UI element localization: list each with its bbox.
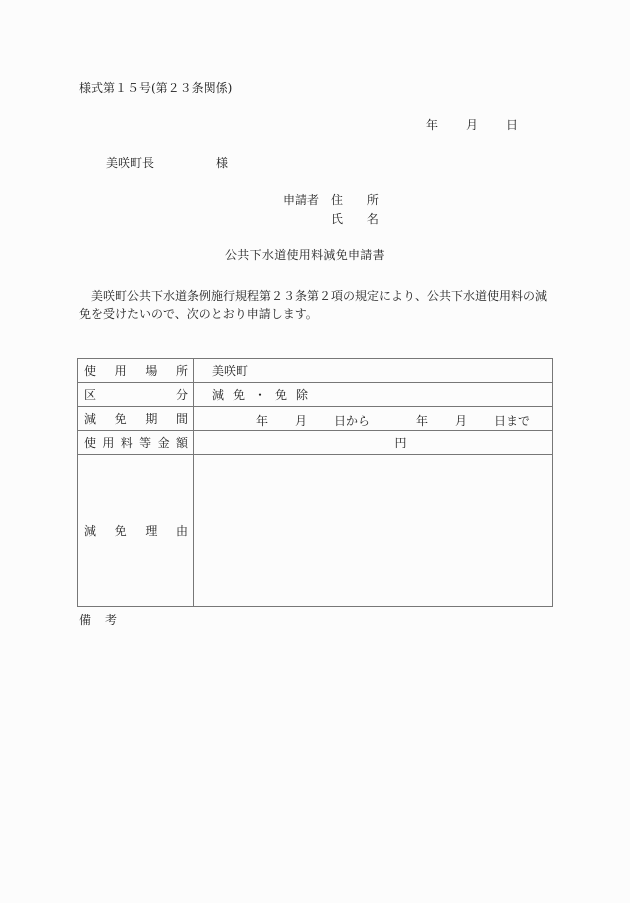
label-char: 用 xyxy=(102,436,115,450)
address-label: 住 所 xyxy=(331,193,389,207)
table-row-reason xyxy=(78,455,553,607)
addressee xyxy=(106,156,228,170)
applicant-block xyxy=(283,193,389,231)
currency-unit: 円 xyxy=(394,436,407,450)
label-char: 使 xyxy=(84,364,97,378)
label-char: 料 xyxy=(120,436,133,450)
period-to-day: 日まで xyxy=(494,413,531,428)
period-from-day: 日から xyxy=(334,413,371,428)
label-char: 由 xyxy=(175,524,188,538)
category-options: 減免・免除 xyxy=(212,388,318,402)
label-char: 場 xyxy=(145,364,158,378)
period-field[interactable] xyxy=(194,407,553,431)
period-to-year: 年 xyxy=(416,413,429,428)
document-title: 公共下水道使用料減免申請書 xyxy=(225,248,385,262)
table-row-period xyxy=(78,407,553,431)
label-reason xyxy=(78,455,194,607)
addressee-name: 美咲町長 xyxy=(106,156,155,170)
location-value: 美咲町 xyxy=(212,364,249,378)
label-char: 免 xyxy=(114,524,127,538)
period-from-month: 月 xyxy=(295,413,308,428)
date-month-label: 月 xyxy=(466,118,479,132)
period-from-year: 年 xyxy=(256,413,269,428)
label-amount xyxy=(78,431,194,455)
reason-field[interactable] xyxy=(194,455,553,607)
label-char: 理 xyxy=(145,524,158,538)
label-char: 所 xyxy=(175,364,188,378)
label-char: 区 xyxy=(84,388,97,402)
amount-field[interactable] xyxy=(194,431,553,455)
period-to-month: 月 xyxy=(455,413,468,428)
date-day-label: 日 xyxy=(506,118,519,132)
label-period xyxy=(78,407,194,431)
category-field[interactable] xyxy=(194,383,553,407)
label-char: 間 xyxy=(175,412,188,426)
date-year-label: 年 xyxy=(426,118,439,132)
applicant-label: 申請者 xyxy=(283,193,320,207)
label-char: 減 xyxy=(84,412,97,426)
application-form-table xyxy=(77,358,553,607)
location-field[interactable] xyxy=(194,359,553,383)
remarks-label: 備考 xyxy=(79,613,132,627)
label-char: 使 xyxy=(84,436,97,450)
label-char: 分 xyxy=(175,388,188,402)
table-row-location xyxy=(78,359,553,383)
label-char: 期 xyxy=(145,412,158,426)
table-row-amount xyxy=(78,431,553,455)
addressee-honorific: 様 xyxy=(216,156,229,170)
table-row-category xyxy=(78,383,553,407)
label-char: 金 xyxy=(157,436,170,450)
label-char: 免 xyxy=(114,412,127,426)
label-char: 用 xyxy=(114,364,127,378)
label-char: 等 xyxy=(139,436,152,450)
label-category xyxy=(78,383,194,407)
body-text: 美咲町公共下水道条例施行規程第２３条第２項の規定により、公共下水道使用料の減免を受けたいので、次のとおり申請します。 xyxy=(79,289,548,321)
label-char: 額 xyxy=(175,436,188,450)
application-date xyxy=(426,118,518,132)
form-number: 様式第１５号(第２３条関係) xyxy=(79,81,233,95)
name-label: 氏 名 xyxy=(331,212,389,226)
label-location xyxy=(78,359,194,383)
label-char: 減 xyxy=(84,524,97,538)
